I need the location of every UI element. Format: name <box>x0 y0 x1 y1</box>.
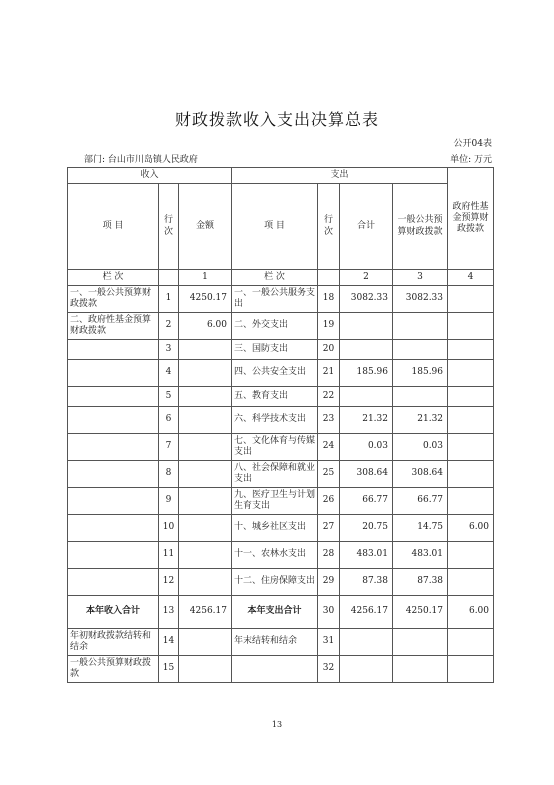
expense-rowno-cell: 20 <box>318 340 340 360</box>
income-rowno-cell: 11 <box>159 542 179 569</box>
expense-item-cell: 十一、农林水支出 <box>232 542 318 569</box>
total-cell: 66.77 <box>340 488 393 515</box>
header-row-top <box>68 168 494 184</box>
income-amount-cell: 4256.17 <box>179 596 232 629</box>
income-amount-cell <box>179 407 232 434</box>
total-cell: 3082.33 <box>340 286 393 313</box>
expense-rowno-cell: 25 <box>318 461 340 488</box>
expense-rowno-cell: 19 <box>318 313 340 340</box>
page-number: 13 <box>271 720 283 729</box>
total-cell: 20.75 <box>340 515 393 542</box>
gov-fund-cell <box>448 360 494 387</box>
income-rowno-cell: 5 <box>159 387 179 407</box>
gov-fund-cell <box>448 387 494 407</box>
income-amount-cell <box>179 629 232 656</box>
gov-fund-cell <box>448 656 494 683</box>
table-row <box>68 387 494 407</box>
general-budget-cell: 483.01 <box>393 542 448 569</box>
general-budget-cell <box>393 629 448 656</box>
expense-item-cell: 一、一般公共服务支出 <box>232 286 318 313</box>
expense-item-cell: 十二、住房保障支出 <box>232 569 318 596</box>
gov-fund-cell <box>448 629 494 656</box>
expense-rowno-cell: 21 <box>318 360 340 387</box>
expense-item-cell: 九、医疗卫生与计划生育支出 <box>232 488 318 515</box>
income-rowno-cell: 7 <box>159 434 179 461</box>
income-item-cell: 一般公共预算财政拨款 <box>68 656 159 683</box>
income-rowno-cell: 1 <box>159 286 179 313</box>
total-cell: 483.01 <box>340 542 393 569</box>
income-item-cell <box>68 515 159 542</box>
table-row <box>68 542 494 569</box>
table-row <box>68 360 494 387</box>
income-amount-cell: 4250.17 <box>179 286 232 313</box>
expense-rowno-cell: 26 <box>318 488 340 515</box>
expense-rowno-header: 行次 <box>318 184 340 270</box>
income-item-cell <box>68 360 159 387</box>
col-index-2: 2 <box>340 270 393 286</box>
income-item-cell: 一、一般公共预算财政拨款 <box>68 286 159 313</box>
expense-item-cell: 十、城乡社区支出 <box>232 515 318 542</box>
income-rowno-cell: 8 <box>159 461 179 488</box>
budget-table <box>67 167 494 683</box>
general-budget-cell: 0.03 <box>393 434 448 461</box>
unit-label: 单位: 万元 <box>450 155 492 165</box>
income-header: 收入 <box>68 168 232 184</box>
department-label: 部门: 台山市川岛镇人民政府 <box>84 155 198 165</box>
income-rowno-cell: 12 <box>159 569 179 596</box>
total-cell: 4256.17 <box>340 596 393 629</box>
gov-fund-cell <box>448 286 494 313</box>
gov-fund-cell <box>448 488 494 515</box>
expense-rowno-cell: 31 <box>318 629 340 656</box>
income-item-cell: 二、政府性基金预算财政拨款 <box>68 313 159 340</box>
gov-fund-cell: 6.00 <box>448 596 494 629</box>
general-budget-cell: 21.32 <box>393 407 448 434</box>
gov-fund-cell <box>448 569 494 596</box>
table-row <box>68 488 494 515</box>
gov-fund-cell <box>448 434 494 461</box>
income-amount-cell <box>179 569 232 596</box>
col-index-1: 1 <box>179 270 232 286</box>
income-amount-cell <box>179 360 232 387</box>
col-index-blank-2 <box>318 270 340 286</box>
income-rowno-cell: 13 <box>159 596 179 629</box>
expense-item-cell: 六、科学技术支出 <box>232 407 318 434</box>
table-row <box>68 340 494 360</box>
expense-item-cell: 三、国防支出 <box>232 340 318 360</box>
income-rowno-cell: 9 <box>159 488 179 515</box>
col-index-4: 4 <box>448 270 494 286</box>
expense-header: 支出 <box>232 168 448 184</box>
form-number: 公开04表 <box>453 139 492 149</box>
general-budget-cell <box>393 340 448 360</box>
expense-rowno-cell: 29 <box>318 569 340 596</box>
table-row <box>68 313 494 340</box>
general-budget-cell: 4250.17 <box>393 596 448 629</box>
income-amount-cell <box>179 340 232 360</box>
total-cell <box>340 387 393 407</box>
col-index-label-2: 栏 次 <box>232 270 318 286</box>
general-budget-cell: 3082.33 <box>393 286 448 313</box>
total-cell <box>340 656 393 683</box>
expense-item-header: 项 目 <box>232 184 318 270</box>
general-budget-cell: 308.64 <box>393 461 448 488</box>
general-budget-header: 一般公共预算财政拨款 <box>393 184 448 270</box>
income-rowno-cell: 10 <box>159 515 179 542</box>
general-budget-cell: 185.96 <box>393 360 448 387</box>
income-rowno-header: 行次 <box>159 184 179 270</box>
table-row <box>68 461 494 488</box>
table-row <box>68 656 494 683</box>
income-item-cell: 本年收入合计 <box>68 596 159 629</box>
income-item-cell <box>68 488 159 515</box>
general-budget-cell <box>393 387 448 407</box>
expense-item-cell <box>232 656 318 683</box>
income-rowno-cell: 4 <box>159 360 179 387</box>
expense-rowno-cell: 32 <box>318 656 340 683</box>
total-cell: 0.03 <box>340 434 393 461</box>
page-title: 财政拨款收入支出决算总表 <box>174 110 379 129</box>
total-cell <box>340 313 393 340</box>
income-item-cell <box>68 407 159 434</box>
income-rowno-cell: 14 <box>159 629 179 656</box>
col-index-3: 3 <box>393 270 448 286</box>
column-index-row <box>68 270 494 286</box>
table-row <box>68 286 494 313</box>
income-amount-cell: 6.00 <box>179 313 232 340</box>
expense-rowno-cell: 18 <box>318 286 340 313</box>
expense-rowno-cell: 30 <box>318 596 340 629</box>
income-rowno-cell: 15 <box>159 656 179 683</box>
total-cell: 185.96 <box>340 360 393 387</box>
col-index-label: 栏 次 <box>68 270 159 286</box>
table-row <box>68 515 494 542</box>
income-amount-cell <box>179 461 232 488</box>
expense-item-cell: 五、教育支出 <box>232 387 318 407</box>
income-item-cell <box>68 569 159 596</box>
income-item-cell: 年初财政拨款结转和结余 <box>68 629 159 656</box>
table-row <box>68 596 494 629</box>
expense-rowno-cell: 23 <box>318 407 340 434</box>
general-budget-cell: 14.75 <box>393 515 448 542</box>
total-cell <box>340 629 393 656</box>
table-row <box>68 434 494 461</box>
income-amount-cell <box>179 515 232 542</box>
income-item-cell <box>68 461 159 488</box>
gov-fund-header: 政府性基金预算财政拨款 <box>448 168 494 270</box>
gov-fund-cell <box>448 313 494 340</box>
total-header: 合计 <box>340 184 393 270</box>
expense-rowno-cell: 24 <box>318 434 340 461</box>
gov-fund-cell <box>448 340 494 360</box>
gov-fund-cell <box>448 461 494 488</box>
income-item-header: 项 目 <box>68 184 159 270</box>
col-index-blank <box>159 270 179 286</box>
income-amount-cell <box>179 488 232 515</box>
income-amount-cell <box>179 434 232 461</box>
income-rowno-cell: 3 <box>159 340 179 360</box>
expense-item-cell: 八、社会保障和就业支出 <box>232 461 318 488</box>
general-budget-cell: 66.77 <box>393 488 448 515</box>
expense-item-cell: 本年支出合计 <box>232 596 318 629</box>
gov-fund-cell: 6.00 <box>448 515 494 542</box>
total-cell: 87.38 <box>340 569 393 596</box>
expense-rowno-cell: 27 <box>318 515 340 542</box>
general-budget-cell <box>393 656 448 683</box>
gov-fund-cell <box>448 407 494 434</box>
table-row <box>68 629 494 656</box>
total-cell: 21.32 <box>340 407 393 434</box>
income-amount-cell <box>179 387 232 407</box>
header-row-columns <box>68 184 494 270</box>
general-budget-cell <box>393 313 448 340</box>
income-amount-cell <box>179 656 232 683</box>
income-item-cell <box>68 387 159 407</box>
total-cell: 308.64 <box>340 461 393 488</box>
expense-item-cell: 七、文化体育与传媒支出 <box>232 434 318 461</box>
income-amount-header: 金额 <box>179 184 232 270</box>
income-item-cell <box>68 542 159 569</box>
expense-item-cell: 二、外交支出 <box>232 313 318 340</box>
income-rowno-cell: 2 <box>159 313 179 340</box>
income-item-cell <box>68 434 159 461</box>
gov-fund-cell <box>448 542 494 569</box>
general-budget-cell: 87.38 <box>393 569 448 596</box>
total-cell <box>340 340 393 360</box>
income-rowno-cell: 6 <box>159 407 179 434</box>
expense-item-cell: 四、公共安全支出 <box>232 360 318 387</box>
table-row <box>68 407 494 434</box>
expense-item-cell: 年末结转和结余 <box>232 629 318 656</box>
expense-rowno-cell: 28 <box>318 542 340 569</box>
income-amount-cell <box>179 542 232 569</box>
expense-rowno-cell: 22 <box>318 387 340 407</box>
table-row <box>68 569 494 596</box>
income-item-cell <box>68 340 159 360</box>
